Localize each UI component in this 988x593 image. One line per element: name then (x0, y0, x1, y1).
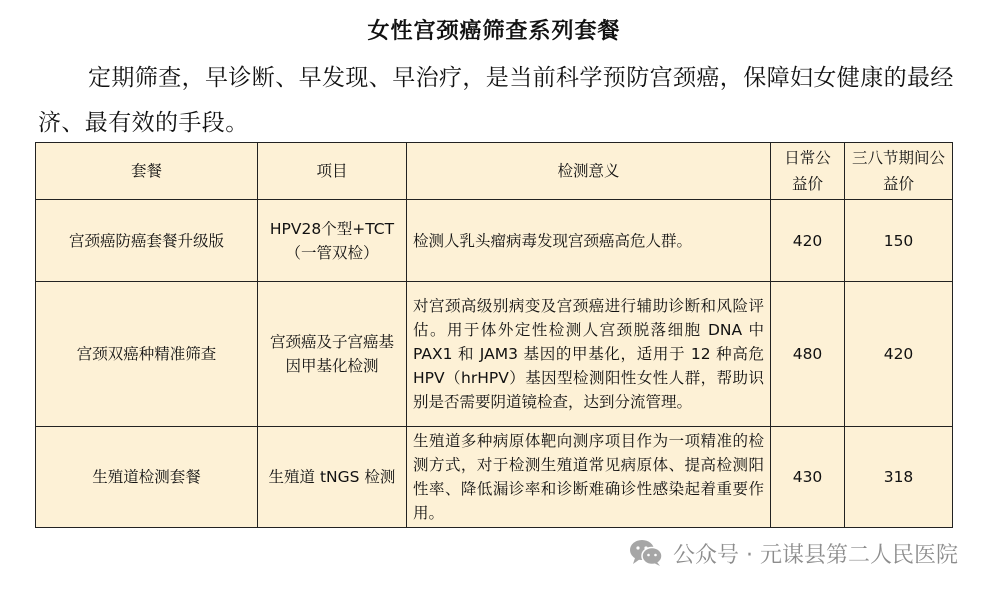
header-festival-price: 三八节期间公益价 (845, 143, 953, 200)
row-daily-price: 480 (771, 282, 845, 427)
wechat-icon (629, 539, 663, 567)
row-festival-price: 420 (845, 282, 953, 427)
intro-paragraph: 定期筛查，早诊断、早发现、早治疗，是当前科学预防宫颈癌，保障妇女健康的最经济、最有效的手段。 (38, 65, 954, 136)
header-meaning: 检测意义 (407, 143, 771, 200)
row-package: 生殖道检测套餐 (36, 427, 258, 528)
header-daily-price: 日常公益价 (771, 143, 845, 200)
row-festival-price: 318 (845, 427, 953, 528)
row-meaning: 生殖道多种病原体靶向测序项目作为一项精准的检测方式，对于检测生殖道常见病原体、提高检测阳性率、降低漏诊率和诊断难确诊性感染起着重要作用。 (407, 427, 771, 528)
row-item: 宫颈癌及子宫癌基因甲基化检测 (258, 282, 407, 427)
row-item: HPV28个型+TCT（一管双检） (258, 200, 407, 282)
row-package: 宫颈双癌种精准筛查 (36, 282, 258, 427)
package-table (35, 142, 953, 528)
row-daily-price: 420 (771, 200, 845, 282)
row-festival-price: 150 (845, 200, 953, 282)
header-package: 套餐 (36, 143, 258, 200)
page-title: 女性宫颈癌筛查系列套餐 (367, 18, 621, 44)
row-item: 生殖道 tNGS 检测 (258, 427, 407, 528)
table-header-row (36, 143, 953, 200)
row-package: 宫颈癌防癌套餐升级版 (36, 200, 258, 282)
row-daily-price: 430 (771, 427, 845, 528)
table-row (36, 427, 953, 528)
footer-watermark (629, 533, 958, 573)
header-item: 项目 (258, 143, 407, 200)
row-meaning: 对宫颈高级别病变及宫颈癌进行辅助诊断和风险评估。用于体外定性检测人宫颈脱落细胞 DNA 中 PAX1 和 JAM3 基因的甲基化，适用于 12 种高危 HPV（hrHPV）基因型检测阳性女性人群，帮助识别是否需要阴道镜检查，达到分流管理。 (407, 282, 771, 427)
table-row (36, 200, 953, 282)
row-meaning: 检测人乳头瘤病毒发现宫颈癌高危人群。 (407, 200, 771, 282)
table-row (36, 282, 953, 427)
footer-text: 公众号 · 元谋县第二人民医院 (673, 542, 958, 568)
